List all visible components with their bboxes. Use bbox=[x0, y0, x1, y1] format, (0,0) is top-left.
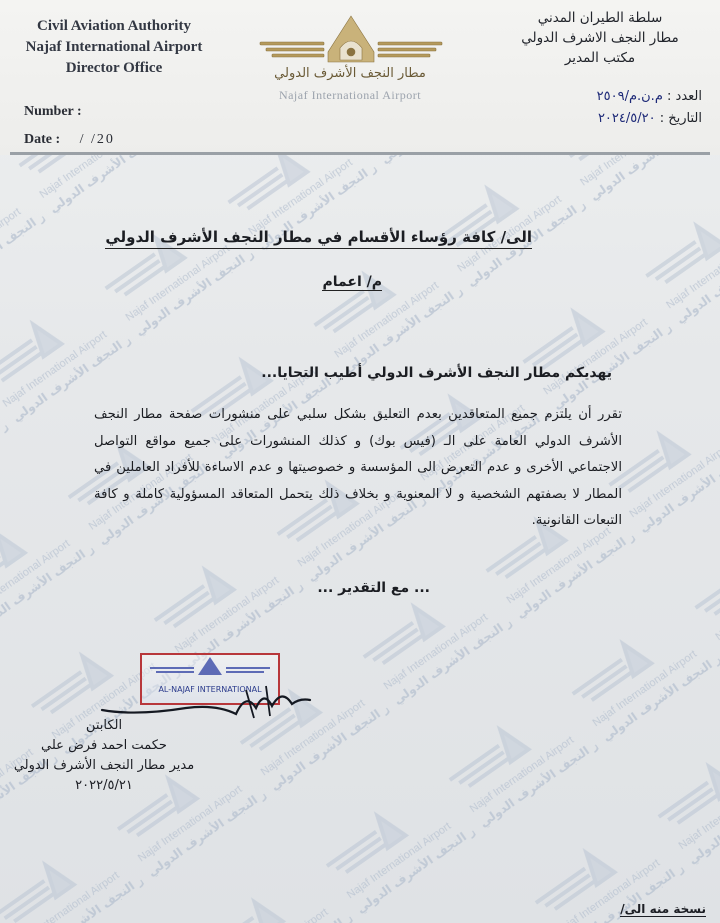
number-label-ar: العدد : bbox=[667, 89, 702, 104]
logo-caption-english: Najaf International Airport bbox=[278, 88, 422, 102]
airport-name-en: Najaf International Airport bbox=[25, 39, 203, 55]
letter-body: تقرر أن يلتزم جميع المتعاقدين بعدم التعليق بشكل سلبي على منشورات صفحة مطار النجف الأشرف الدولي العامة على الـ (فيس بوك) و كذلك المنشورات على جميع مواقع التواصل الاجتماعي الأخرى و عدم التعرض الى المؤسسة و خصوصيتها و عدم الاساءة للأفراد العاملين في المطار لا بصفتهم الشخصية و لا المعنوية و بخلاف ذلك يتحمل المتعاقد المسؤولية كاملة و كافة التبعات القانونية. bbox=[94, 407, 622, 528]
authority-name-ar: سلطة الطيران المدني bbox=[537, 10, 663, 26]
reference-block-ar bbox=[502, 86, 702, 130]
logo-caption-arabic: مطار النجف الأشرف الدولي bbox=[274, 66, 426, 81]
reference-number: م.ن.م/٢٥٠٩ bbox=[596, 89, 663, 104]
letterhead bbox=[0, 0, 720, 155]
office-name-en: Director Office bbox=[65, 60, 163, 76]
stamp-caption: AL-NAJAF INTERNATIONAL bbox=[158, 685, 262, 694]
number-label: Number : bbox=[24, 104, 82, 119]
date-placeholder: / /20 bbox=[79, 132, 115, 147]
date-label-ar: التاريخ : bbox=[659, 111, 702, 126]
date-label: Date : bbox=[24, 132, 61, 147]
subject-line: م/ اعمام bbox=[322, 274, 382, 290]
reference-block-en bbox=[24, 98, 115, 154]
office-name-ar: مكتب المدير bbox=[564, 50, 636, 66]
signatory-block bbox=[4, 716, 204, 796]
letterhead-english bbox=[14, 16, 214, 79]
greeting-line: يهديكم مطار النجف الأشرف الدولي أطيب التحايا... bbox=[261, 365, 612, 381]
signatory-name: حكمت احمد فرض علي bbox=[41, 738, 167, 753]
closing-regards: ... مع التقدير ... bbox=[317, 580, 430, 596]
copy-to-label: نسخة منه الى/ bbox=[620, 902, 706, 916]
authority-name-en: Civil Aviation Authority bbox=[37, 18, 191, 34]
signatory-position: مدير مطار النجف الأشرف الدولي bbox=[13, 758, 195, 773]
recipient-line: الى/ كافة رؤساء الأقسام في مطار النجف الأشرف الدولي bbox=[105, 228, 532, 249]
signatory-title: الكابتن bbox=[85, 718, 123, 733]
letter-date: ٢٠٢٤/٥/٢٠ bbox=[597, 111, 656, 126]
airport-name-ar: مطار النجف الاشرف الدولي bbox=[521, 30, 679, 46]
letterhead-arabic bbox=[500, 8, 700, 68]
watermark-pattern bbox=[0, 155, 720, 923]
signature-date: ٢٠٢٢/٥/٢١ bbox=[75, 778, 133, 793]
